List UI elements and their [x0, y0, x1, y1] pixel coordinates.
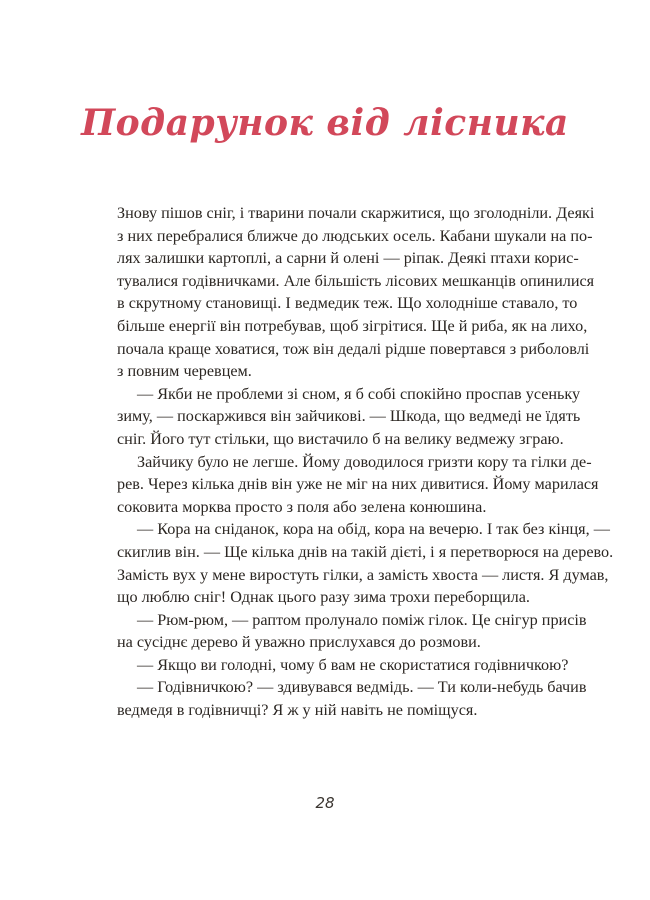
- text-line: рев. Через кілька днів він уже не міг на них дивитися. Йому марилася: [117, 475, 599, 494]
- text-line: Зайчику було не легше. Йому доводилося гризти кору та гілки де-: [137, 452, 592, 471]
- paragraph-5: [117, 609, 587, 654]
- text-line: — Якби не проблеми зі сном, я б собі спокійно проспав усеньку: [137, 384, 581, 403]
- text-line: Замість вух у мене виростуть гілки, а замість хвоста — листя. Я думав,: [117, 565, 609, 584]
- text-line: на сусіднє дерево й уважно прислухався до розмови.: [117, 633, 481, 652]
- text-line: що люблю сніг! Однак цього разу зима трохи переборщила.: [117, 588, 530, 607]
- text-line: скиглив він. — Ще кілька днів на такій дієті, і я перетворюся на дерево.: [117, 542, 614, 561]
- chapter-title: Подарунок від лісника: [81, 102, 569, 144]
- text-line: з них перебралися ближче до людських осель. Кабани шукали на по-: [117, 226, 593, 245]
- text-line: — Годівничкою? — здивувався ведмідь. — Ти коли-небудь бачив: [137, 678, 587, 697]
- text-line: з повним черевцем.: [117, 362, 252, 381]
- chapter-body: [117, 202, 614, 722]
- paragraph-4: [117, 518, 614, 608]
- text-line: більше енергії він потребував, щоб зігрітися. Ще й риба, як на лихо,: [117, 316, 588, 335]
- text-line: Знову пішов сніг, і тварини почали скаржитися, що зголодніли. Деякі: [117, 204, 595, 222]
- text-line: — Рюм-рюм, — раптом пролунало поміж гілок. Це снігур присів: [137, 610, 587, 629]
- paragraph-7: [117, 676, 587, 721]
- page-number: 28: [315, 794, 335, 812]
- text-line: сніг. Його тут стільки, що вистачило б на велику ведмежу зграю.: [117, 429, 564, 448]
- text-line: ведмедя в годівничці? Я ж у ній навіть не поміщуся.: [117, 701, 478, 720]
- text-line: в скрутному становищі. І ведмедик теж. Що холодніше ставало, то: [117, 294, 578, 313]
- text-line: почала краще ховатися, тож він дедалі рідше повертався з риболовлі: [117, 339, 590, 358]
- text-line: зиму, — поскаржився він зайчикові. — Шкода, що ведмеді не їдять: [117, 407, 581, 426]
- paragraph-3: [117, 451, 599, 519]
- text-line: — Кора на сніданок, кора на обід, кора на вечерю. І так без кінця, —: [137, 520, 610, 539]
- paragraph-1: [117, 202, 595, 383]
- text-line: — Якщо ви голодні, чому б вам не скористатися годівничкою?: [137, 655, 569, 674]
- paragraph-2: [117, 383, 581, 451]
- paragraph-6: [117, 654, 569, 677]
- text-line: лях залишки картоплі, а сарни й олені — ріпак. Деякі птахи корис-: [117, 249, 579, 268]
- text-line: тувалися годівничками. Але більшість лісових мешканців опинилися: [117, 271, 595, 290]
- text-line: соковита морква просто з поля або зелена конюшина.: [117, 497, 487, 516]
